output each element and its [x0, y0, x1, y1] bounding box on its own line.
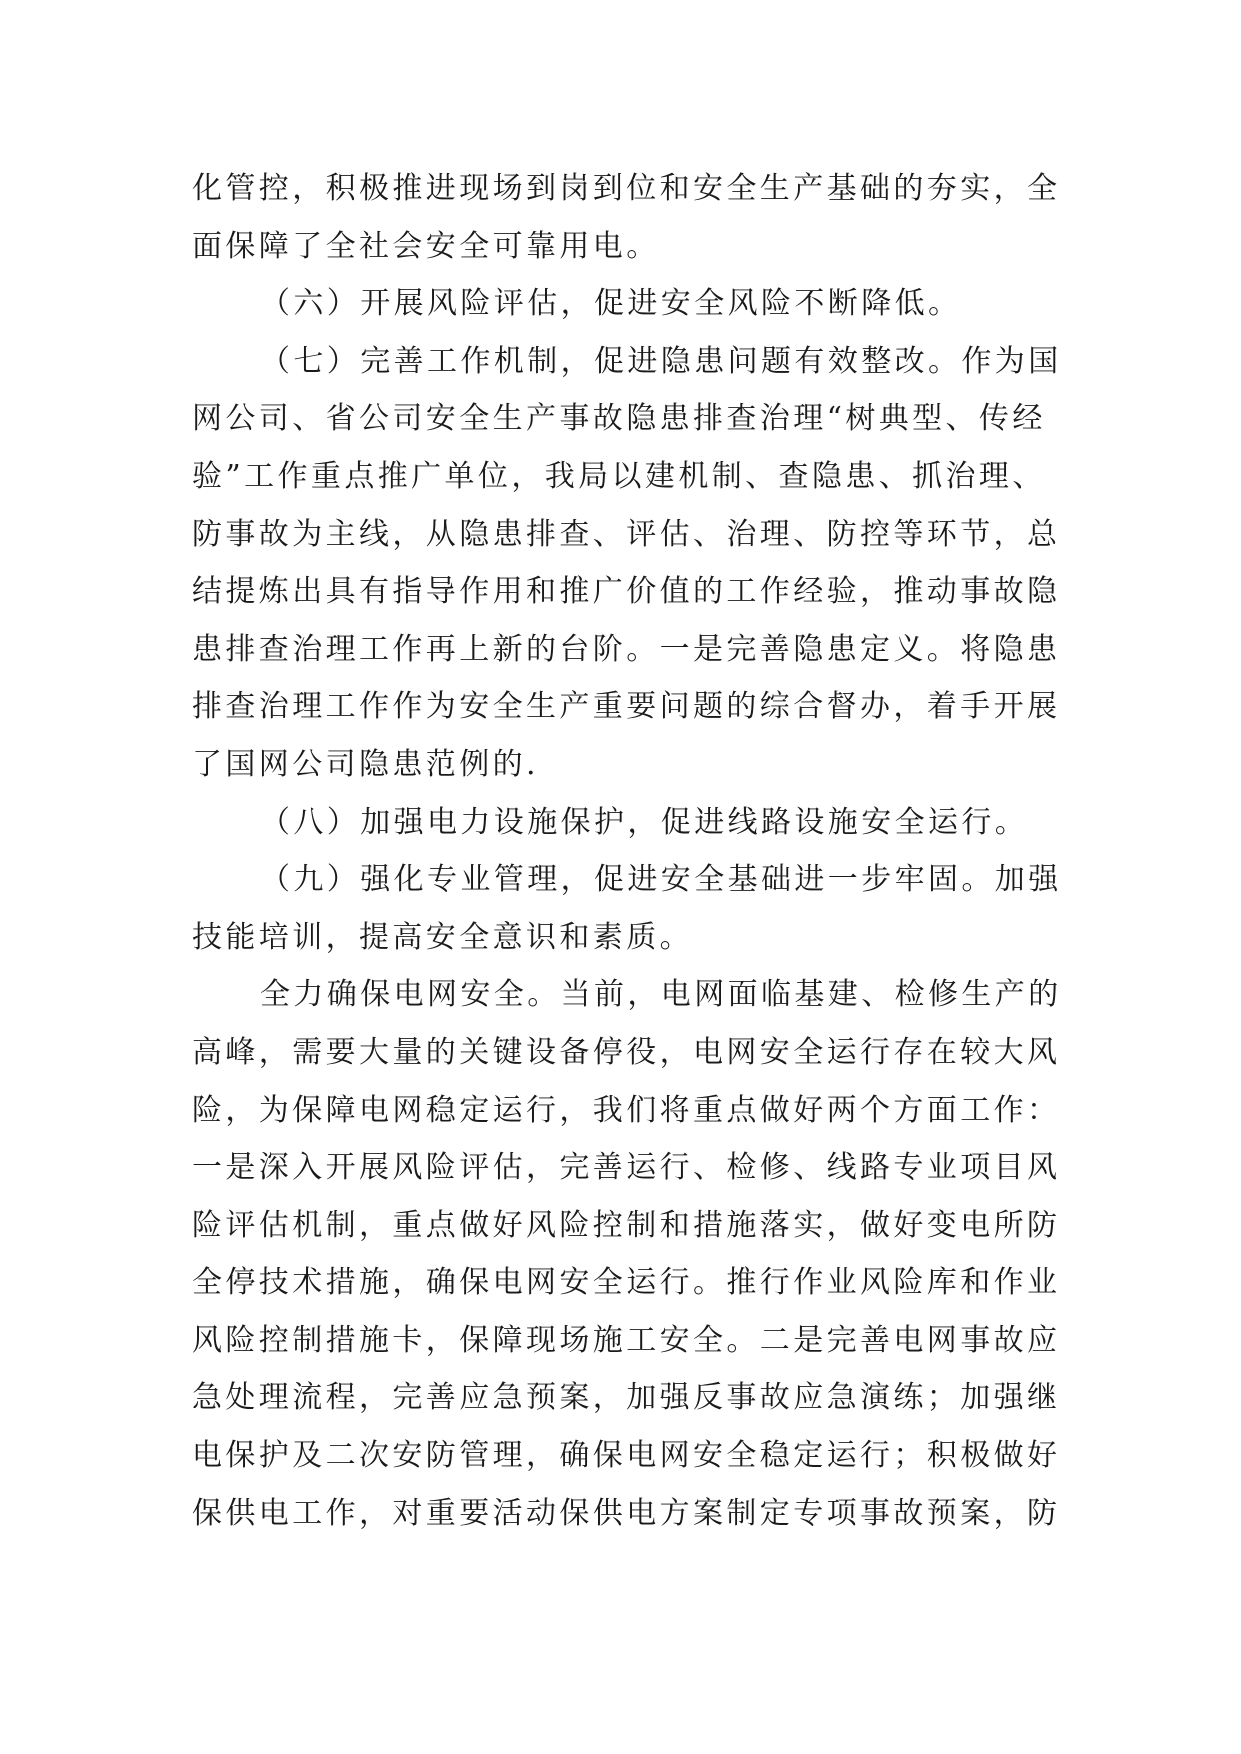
document-body — [192, 160, 1062, 1542]
text-line: 高峰，需要大量的关键设备停役，电网安全运行存在较大风 — [192, 1034, 1061, 1070]
text-line: 全力确保电网安全。当前，电网面临基建、检修生产的 — [260, 977, 1062, 1013]
text-line: 风险控制措施卡，保障现场施工安全。二是完善电网事故应 — [192, 1322, 1061, 1358]
text-line: （六）开展风险评估，促进安全风险不断降低。 — [260, 286, 962, 322]
text-line: （九）强化专业管理，促进安全基础进一步牢固。加强 — [260, 862, 1062, 898]
text-line: 险评估机制，重点做好风险控制和措施落实，做好变电所防 — [192, 1207, 1061, 1243]
text-line: （八）加强电力设施保护，促进线路设施安全运行。 — [260, 804, 1029, 840]
text-line: 排查治理工作作为安全生产重要问题的综合督办，着手开展 — [192, 689, 1061, 725]
text-line: 患排查治理工作再上新的台阶。一是完善隐患定义。将隐患 — [192, 631, 1061, 667]
text-line: 电保护及二次安防管理，确保电网安全稳定运行；积极做好 — [192, 1438, 1061, 1474]
text-line: 了国网公司隐患范例的. — [192, 746, 539, 782]
text-line: 保供电工作，对重要活动保供电方案制定专项事故预案，防 — [192, 1495, 1061, 1531]
text-line: 全停技术措施，确保电网安全运行。推行作业风险库和作业 — [192, 1265, 1061, 1301]
text-line: 化管控，积极推进现场到岗到位和安全生产基础的夯实，全 — [192, 171, 1061, 206]
text-line: 防事故为主线，从隐患排查、评估、治理、防控等环节，总 — [192, 516, 1061, 552]
text-line: 面保障了全社会安全可靠用电。 — [192, 228, 660, 264]
text-line: 网公司、省公司安全生产事故隐患排查治理“树典型、传经 — [192, 401, 1046, 437]
text-line: 险，为保障电网稳定运行，我们将重点做好两个方面工作： — [192, 1092, 1061, 1128]
text-line: 一是深入开展风险评估，完善运行、检修、线路专业项目风 — [192, 1150, 1061, 1186]
text-line: 急处理流程，完善应急预案，加强反事故应急演练；加强继 — [192, 1380, 1061, 1416]
text-line: 验”工作重点推广单位，我局以建机制、查隐患、抓治理、 — [192, 458, 1046, 494]
text-line: 技能培训，提高安全意识和素质。 — [192, 919, 693, 955]
text-line: 结提炼出具有指导作用和推广价值的工作经验，推动事故隐 — [192, 574, 1061, 610]
text-line: （七）完善工作机制，促进隐患问题有效整改。作为国 — [260, 343, 1062, 379]
